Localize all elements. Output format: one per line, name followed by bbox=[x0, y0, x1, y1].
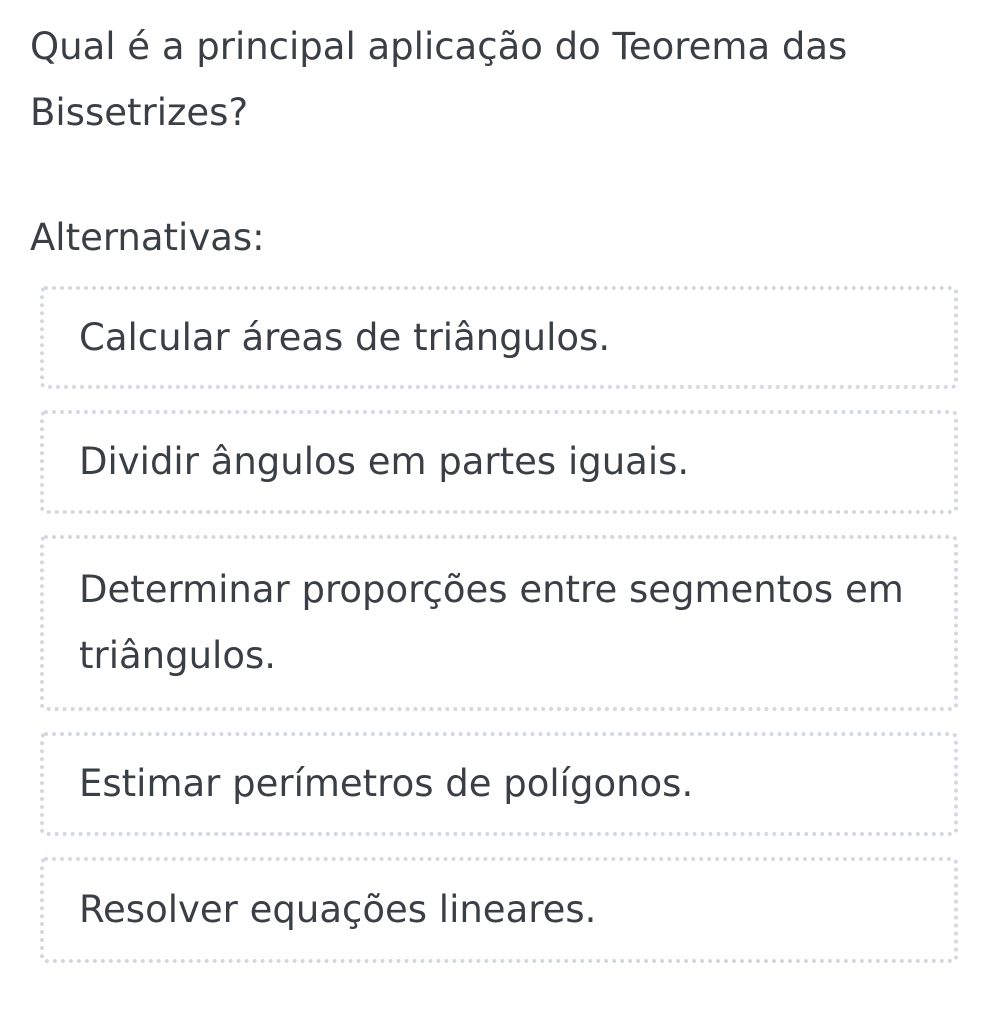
option-label: Resolver equações lineares. bbox=[79, 888, 597, 931]
option-5[interactable] bbox=[40, 857, 958, 963]
option-label: Calcular áreas de triângulos. bbox=[79, 315, 611, 359]
option-2[interactable] bbox=[40, 410, 958, 514]
alternatives-label: Alternativas: bbox=[30, 216, 265, 259]
alternatives-list bbox=[40, 286, 958, 963]
question-text: Qual é a principal aplicação do Teorema das Bissetrizes? bbox=[30, 25, 848, 134]
option-1[interactable] bbox=[40, 286, 958, 389]
option-4[interactable] bbox=[40, 732, 958, 836]
option-label: Determinar proporções entre segmentos em triângulos. bbox=[79, 568, 904, 677]
option-label: Dividir ângulos em partes iguais. bbox=[79, 440, 690, 483]
option-label: Estimar perímetros de polígonos. bbox=[79, 762, 694, 805]
option-3[interactable] bbox=[40, 535, 958, 711]
